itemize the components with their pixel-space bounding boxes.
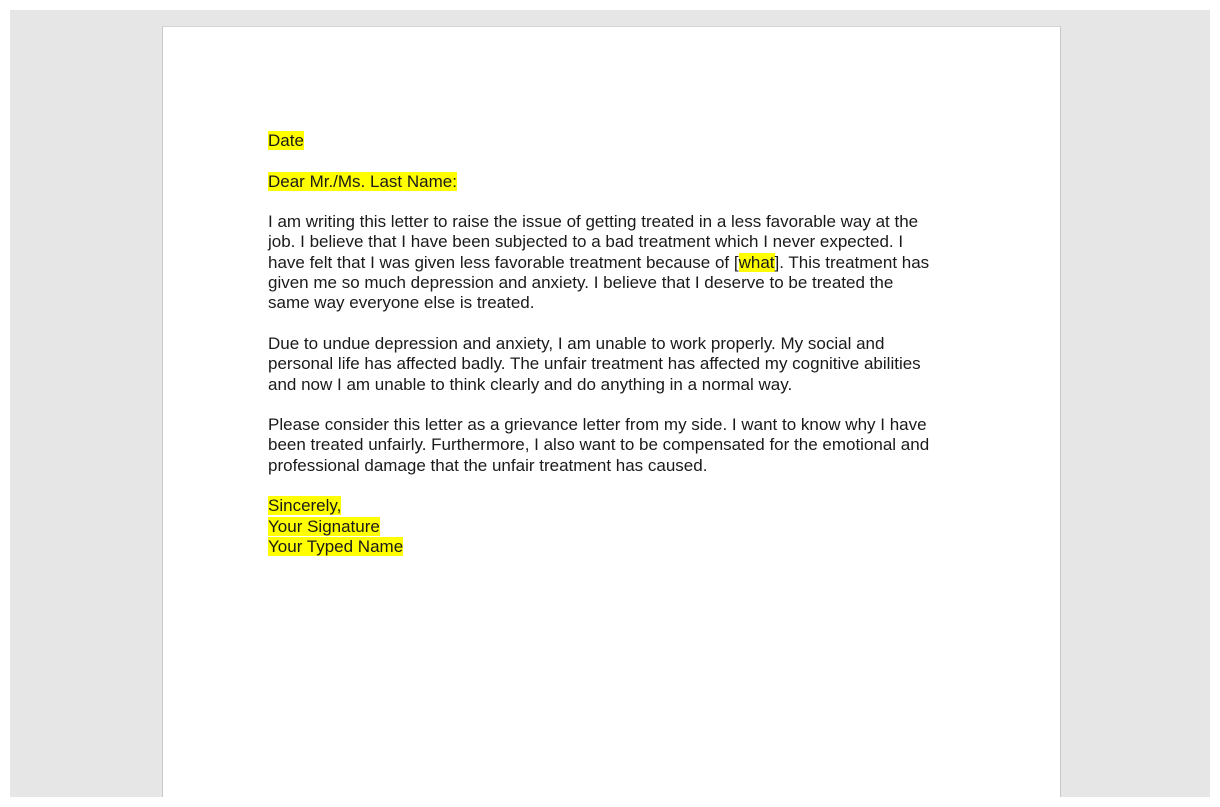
date-line xyxy=(268,131,968,151)
paragraph-line: professional damage that the unfair treatment has caused. xyxy=(268,455,708,475)
document-viewport[interactable] xyxy=(10,10,1210,797)
text-run: have felt that I was given less favorable treatment because of [ xyxy=(268,252,739,272)
paragraph-line: Please consider this letter as a grievance letter from my side. I want to know why I have xyxy=(268,415,927,435)
paragraph-line: and now I am unable to think clearly and do anything in a normal way. xyxy=(268,374,793,394)
paragraph-line: given me so much depression and anxiety. I believe that I deserve to be treated the xyxy=(268,273,894,293)
date-placeholder: Date xyxy=(268,131,304,150)
letter-body[interactable] xyxy=(268,131,968,578)
signature-line xyxy=(268,517,968,537)
paragraph-line xyxy=(268,253,968,273)
typed-name-line xyxy=(268,537,968,557)
paragraph-line: I am writing this letter to raise the issue of getting treated in a less favorable way at the xyxy=(268,212,919,232)
paragraph-1 xyxy=(268,212,968,313)
what-placeholder: what xyxy=(738,252,775,272)
paragraph-line: been treated unfairly. Furthermore, I also want to be compensated for the emotional and xyxy=(268,435,930,455)
paragraph-3 xyxy=(268,415,968,476)
paragraph-line: job. I believe that I have been subjected to a bad treatment which I never expected. I xyxy=(268,232,904,252)
signature-placeholder: Your Signature xyxy=(268,516,380,536)
sign-off-placeholder: Sincerely, xyxy=(268,496,342,516)
document-page[interactable] xyxy=(162,26,1061,797)
salutation-line xyxy=(268,172,968,192)
typed-name-placeholder: Your Typed Name xyxy=(268,536,404,556)
paragraph-line: Due to undue depression and anxiety, I am unable to work properly. My social and xyxy=(268,333,885,353)
text-run: ]. This treatment has xyxy=(774,252,930,272)
paragraph-line: personal life has affected badly. The unfair treatment has affected my cognitive abilities xyxy=(268,354,921,374)
paragraph-line: same way everyone else is treated. xyxy=(268,293,535,313)
salutation-placeholder: Dear Mr./Ms. Last Name: xyxy=(268,171,457,191)
sign-off-line xyxy=(268,496,968,516)
paragraph-2 xyxy=(268,334,968,395)
closing-block xyxy=(268,496,968,557)
